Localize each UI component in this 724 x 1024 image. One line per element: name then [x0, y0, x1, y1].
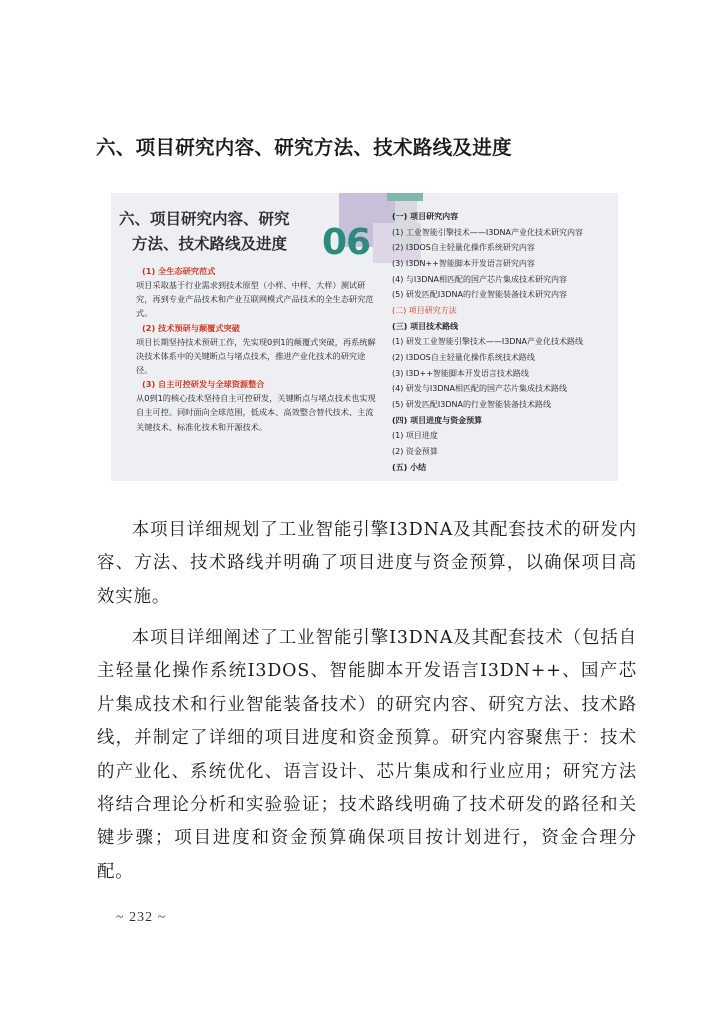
- slide-left-heading: (2) 技术预研与颠覆式突破: [142, 322, 240, 333]
- slide-section-number: 06: [322, 222, 371, 263]
- outline-item: (三) 项目技术路线: [392, 321, 459, 331]
- outline-item: (5) 研发匹配I3DNA的行业智能装备技术路线: [392, 399, 551, 409]
- page-number: ~ 232 ~: [116, 910, 167, 925]
- slide-left-heading: (1) 全生态研究范式: [142, 266, 216, 276]
- body-paragraph: 本项目详细规划了工业智能引擎I3DNA及其配套技术的研发内容、方法、技术路线并明确了项目进度与资金预算，以确保项目高效实施。: [97, 520, 637, 607]
- outline-item: (2) 资金预算: [392, 446, 438, 456]
- outline-item: (3) I3D++智能脚本开发语言技术路线: [392, 368, 529, 378]
- slide-left-column: [136, 265, 381, 435]
- outline-item: (一) 项目研究内容: [392, 212, 459, 221]
- slide-title-line2: 方法、技术路线及进度: [132, 235, 288, 253]
- slide-outline-list: [392, 209, 614, 475]
- slide-left-heading: (3) 自主可控研发与全球资源整合: [142, 379, 265, 390]
- slide-title-line1: 六、项目研究内容、研究: [119, 210, 290, 228]
- body-paragraph: 本项目详细阐述了工业智能引擎I3DNA及其配套技术（包括自主轻量化操作系统I3DOS、智能脚本开发语言I3DN++、国产芯片集成技术和行业智能装备技术）的研究内容、研究方法、技术路线，并制定了详细的项目进度和资金预算。研究内容聚焦于：技术的产业化、系统优化、语言设计、芯片集成和行业应用；研究方法将结合理论分析和实验验证；技术路线明确了技术研发的路径和关键步骤；项目进度和资金预算确保项目按计划进行，资金合理分配。: [97, 628, 637, 882]
- outline-item: (4) 研发与I3DNA相匹配的国产芯片集成技术路线: [392, 384, 567, 394]
- outline-item: (二) 项目研究方法: [392, 305, 457, 315]
- outline-item: (1) 研发工业智能引擎技术——I3DNA产业化技术路线: [392, 337, 583, 347]
- decor-block-teal: [387, 193, 423, 201]
- outline-item: (3) I3DN++智能脚本开发语言研究内容: [392, 258, 535, 268]
- outline-item: (5) 研发匹配I3DNA的行业智能装备技术研究内容: [392, 290, 567, 300]
- slide-left-body: 项目采取基于行业需求到技术原型（小样、中样、大样）测试研究，再到专业产品技术和产业互联网模式产品技术的全生态研究范式。: [136, 280, 374, 319]
- outline-item: (四) 项目进度与资金预算: [392, 415, 483, 425]
- outline-item: (2) I3DOS自主轻量化操作系统研究内容: [392, 243, 535, 253]
- outline-item: (4) 与I3DNA相匹配的国产芯片集成技术研究内容: [392, 274, 567, 284]
- slide-left-body: 项目长期坚持技术预研工作，先实现0到1的颠覆式突破，再系统解决技术体系中的关键断点与堵点技术，推进产业化技术的研究途径。: [136, 336, 376, 376]
- section-heading: 六、项目研究内容、研究方法、技术路线及进度: [96, 136, 512, 159]
- outline-item: (五) 小结: [392, 462, 427, 472]
- outline-item: (1) 项目进度: [392, 431, 438, 441]
- slide-left-body: 从0到1的核心技术坚持自主可控研发，关键断点与堵点技术也实现自主可控。同时面向全球范围，低成本、高效整合替代技术、主流关键技术、标准化技术和开源技术。: [136, 393, 376, 432]
- slide-image: [111, 193, 618, 481]
- outline-item: (1) 工业智能引擎技术——I3DNA产业化技术研究内容: [392, 227, 583, 237]
- outline-item: (2) I3DOS自主轻量化操作系统技术路线: [392, 352, 535, 362]
